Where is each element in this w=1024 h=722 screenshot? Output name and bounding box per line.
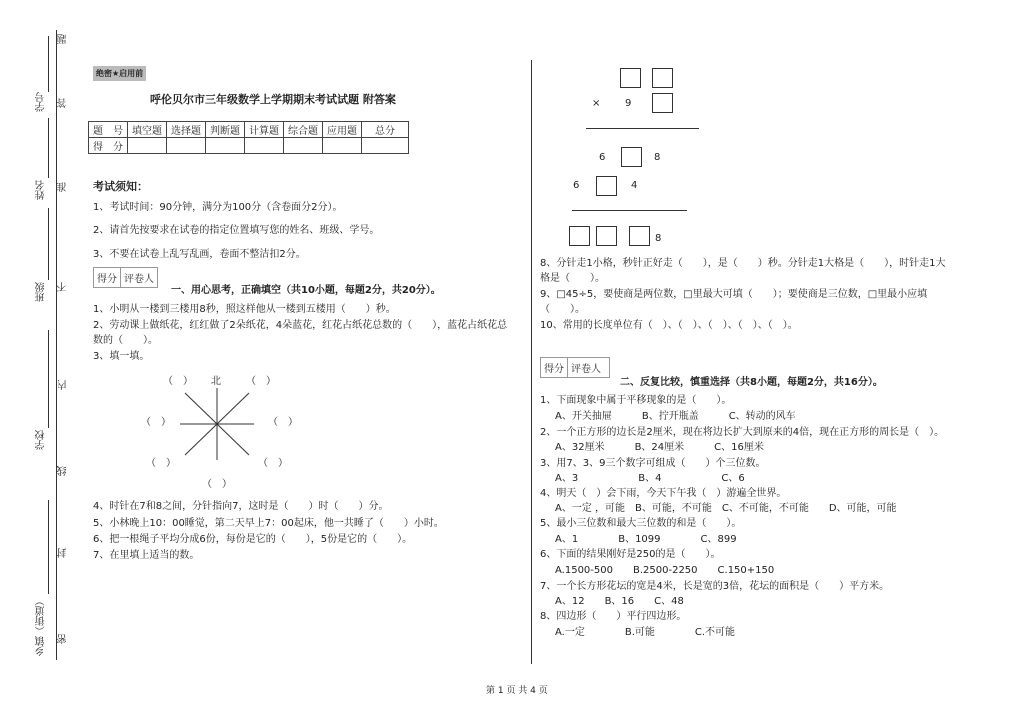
mult-line (572, 210, 687, 211)
page-footer: 第 1 页 共 4 页 (486, 686, 548, 696)
grader-score-label: 得分 (97, 274, 117, 285)
digit-box[interactable] (620, 68, 641, 88)
page-title: 呼伦贝尔市三年级数学上学期期末考试试题 附答案 (150, 93, 396, 106)
question: 9、□45÷5，要使商是两位数，□里最大可填（ ）；要使商是三位数，□里最小应填 (540, 289, 928, 300)
grader-box (540, 357, 610, 378)
notice-item: 1、考试时间：90分钟，满分为100分（含卷面分2分）。 (93, 202, 343, 213)
grader-person-label: 评卷人 (120, 268, 157, 287)
digit-box[interactable] (596, 226, 617, 246)
options: A、1 B、1099 C、899 (555, 534, 737, 545)
name-label: 姓名 (36, 180, 47, 200)
secret-label: 绝密★启用前 (93, 66, 146, 81)
question: 6、把一根绳子平均分成6份，每份是它的（ ），5份是它的（ ）。 (93, 534, 413, 545)
digit-box[interactable] (652, 93, 673, 113)
question: 5、最小三位数和最大三位数的和是（ ）。 (540, 518, 742, 529)
options: A.一定 B.可能 C.不可能 (555, 627, 736, 638)
column-divider (531, 60, 532, 664)
times-sign: × (592, 98, 601, 109)
digit: 9 (625, 98, 632, 109)
grader-score-label: 得分 (544, 364, 564, 375)
score-table (88, 121, 409, 154)
binding-line (56, 30, 57, 660)
student-id-blank (48, 36, 49, 92)
name-blank (48, 118, 49, 178)
options: A、3 B、4 C、6 (555, 473, 745, 484)
digit: 8 (654, 152, 661, 163)
town-blank (48, 500, 49, 594)
section2-heading: 二、反复比较，慎重选择（共8小题，每题2分，共16分）。 (620, 377, 883, 388)
score-header-cell: 综合题 (284, 122, 323, 138)
grader-person-label: 评卷人 (567, 358, 609, 377)
notice-item: 3、不要在试卷上乱写乱画，卷面不整洁扣2分。 (93, 249, 306, 260)
score-cell[interactable] (362, 138, 409, 154)
seal-char: 答 (58, 98, 69, 108)
digit-box[interactable] (596, 176, 617, 196)
question: 7、在里填上适当的数。 (93, 550, 200, 561)
digit: 6 (573, 180, 580, 191)
notice-item: 2、请首先按要求在试卷的指定位置填写您的姓名、班级、学号。 (93, 225, 380, 236)
digit: 8 (655, 233, 662, 244)
score-header-cell: 总分 (362, 122, 409, 138)
compass-blank: （ ） (141, 417, 171, 428)
question: 4、时针在7和8之间，分针指向7，这时是（ ）时（ ）分。 (93, 501, 389, 512)
question: 5、小林晚上10：00睡觉，第二天早上7：00起床，他一共睡了（ ）小时。 (93, 518, 444, 529)
compass-blank: （ ） (163, 376, 193, 387)
compass-blank: （ ） (268, 417, 298, 428)
score-cell[interactable] (128, 138, 167, 154)
question: 1、下面现象中属于平移现象的是（ ）。 (540, 395, 732, 406)
mult-line (586, 128, 699, 129)
score-header-cell: 判断题 (206, 122, 245, 138)
digit-box[interactable] (652, 68, 673, 88)
question: （ ）。 (540, 304, 585, 315)
question: 6、下面的结果刚好是250的是（ ）。 (540, 549, 721, 560)
options: A、32厘米 B、24厘米 C、16厘米 (555, 442, 764, 453)
class-blank (48, 208, 49, 280)
school-label: 学校 (36, 430, 47, 450)
question: 3、用7、3、9三个数字可组成（ ）个三位数。 (540, 458, 766, 469)
digit-box[interactable] (569, 226, 590, 246)
notice-heading: 考试须知： (93, 180, 148, 193)
score-row-label: 得 分 (89, 138, 128, 154)
compass-blank: （ ） (246, 376, 276, 387)
digit: 6 (599, 152, 606, 163)
grader-box (93, 267, 158, 288)
school-blank (48, 330, 49, 428)
digit: 4 (631, 180, 638, 191)
score-header-cell: 选择题 (167, 122, 206, 138)
compass-blank: （ ） (146, 458, 176, 469)
question: 8、分针走1小格，秒针正好走（ ），是（ ）秒。分针走1大格是（ ），时针走1大 (540, 258, 946, 269)
seal-char: 封 (58, 548, 69, 558)
score-header-cell: 应用题 (323, 122, 362, 138)
compass-blank: （ ） (202, 479, 232, 490)
seal-char: 准 (58, 182, 69, 192)
town-label: 乡镇（街道） (36, 596, 47, 656)
seal-char: 内 (58, 380, 69, 390)
question: 格是（ ）。 (540, 273, 605, 284)
score-cell[interactable] (323, 138, 362, 154)
score-header-cell: 计算题 (245, 122, 284, 138)
section1-heading: 一、用心思考，正确填空（共10小题，每题2分，共20分）。 (171, 285, 441, 296)
options: A、一定 ，可能 B、可能，不可能 C、不可能，不可能 D、可能，可能 (555, 503, 897, 514)
seal-char: 题 (58, 34, 69, 44)
compass-north: 北 (211, 376, 221, 387)
score-cell[interactable] (245, 138, 284, 154)
student-id-label: 学号 (36, 92, 47, 112)
question: 2、一个正方形的边长是2厘米，现在将边长扩大到原来的4倍，现在正方形的周长是（ ）。 (540, 427, 945, 438)
class-label: 班级 (36, 282, 47, 302)
digit-box[interactable] (621, 147, 642, 167)
options: A、12 B、16 C、48 (555, 596, 684, 607)
score-header-cell: 填空题 (128, 122, 167, 138)
question: 10、常用的长度单位有（ ）、（ ）、（ ）、（ ）、（ ）。 (540, 320, 798, 331)
question: 8、四边形（ ）平行四边形。 (540, 611, 687, 622)
question: 2、劳动课上做纸花，红红做了2朵纸花，4朵蓝花，红花占纸花总数的（ ），蓝花占纸花总 (93, 320, 508, 331)
question: 4、明天（ ）会下雨，今天下午我（ ）游遍全世界。 (540, 488, 787, 499)
score-cell[interactable] (167, 138, 206, 154)
digit-box[interactable] (629, 226, 650, 246)
question: 数的（ ）。 (93, 335, 158, 346)
options: A.1500-500 B.2500-2250 C.150+150 (555, 565, 775, 576)
options: A、开关抽屉 B、拧开瓶盖 C、转动的风车 (555, 411, 796, 422)
question: 1、小明从一楼到三楼用8秒，照这样他从一楼到五楼用（ ）秒。 (93, 304, 396, 315)
question: 3、填一填。 (93, 351, 150, 362)
score-cell[interactable] (284, 138, 323, 154)
question: 7、一个长方形花坛的宽是4米，长是宽的3倍，花坛的面积是（ ）平方米。 (540, 581, 890, 592)
seal-char: 密 (58, 634, 69, 644)
seal-char: 不 (58, 282, 69, 292)
compass-blank: （ ） (258, 458, 288, 469)
score-cell[interactable] (206, 138, 245, 154)
seal-char: 线 (58, 466, 69, 476)
score-header-cell: 题 号 (89, 122, 128, 138)
